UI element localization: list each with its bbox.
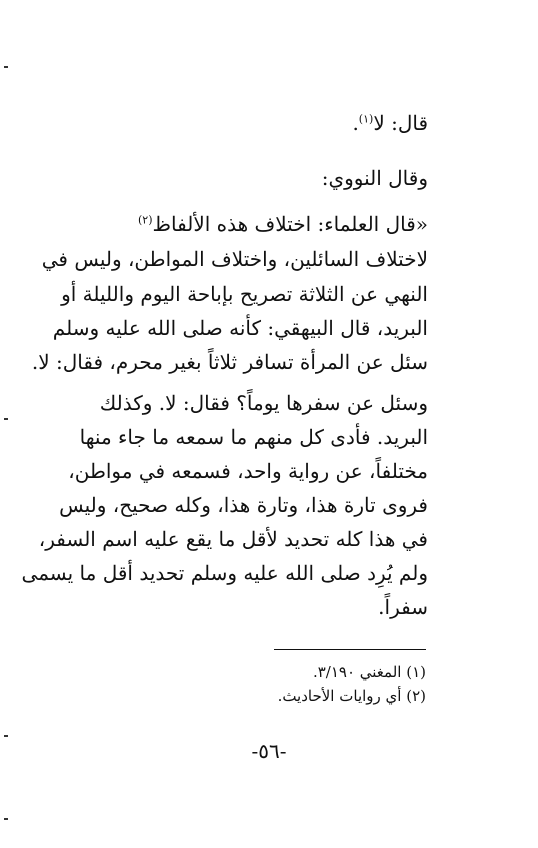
body-line-4: لاختلاف السائلين، واختلاف المواطن، وليس في — [41, 247, 428, 271]
body-line-9: البريد. فأدى كل منهم ما سمعه ما جاء منها — [79, 425, 428, 449]
scan-edge-mark — [4, 735, 8, 737]
body-line-1 — [110, 108, 428, 138]
body-line-6: البريد، قال البيهقي: كأنه صلى الله عليه وسلم — [52, 316, 428, 340]
footnote-1: (١) المغني ٣/١٩٠. — [312, 663, 426, 681]
body-line-2: وقال النووي: — [321, 166, 428, 190]
body-line-12: في هذا كله تحديد لأقل ما يقع عليه اسم السفر، — [38, 527, 428, 551]
scan-edge-mark — [4, 418, 8, 420]
body-line-1-end: . — [352, 111, 359, 135]
footnote-ref-1: (١) — [358, 112, 374, 126]
body-line-7: سئل عن المرأة تسافر ثلاثاً بغير محرم، فقال: لا. — [31, 350, 428, 374]
body-line-5: النهي عن الثلاثة تصريح بإباحة اليوم والليلة أو — [61, 282, 428, 306]
scan-edge-mark — [4, 818, 8, 820]
footnote-divider — [274, 649, 426, 650]
body-line-10: مختلفاً، عن رواية واحد، فسمعه في مواطن، — [68, 459, 428, 483]
body-line-3-text: «قال العلماء: اختلاف هذه الألفاظ — [152, 212, 428, 236]
footnote-2: (٢) أي روايات الأحاديث. — [277, 687, 426, 705]
body-line-1-text: قال: لا — [373, 111, 428, 135]
body-line-13: ولم يُرِد صلى الله عليه وسلم تحديد أقل ما يسمى — [21, 561, 428, 585]
body-line-3 — [110, 209, 428, 239]
body-line-11: فروى تارة هذا، وتارة هذا، وكله صحيح، وليس — [59, 493, 428, 517]
body-line-8: وسئل عن سفرها يوماً؟ فقال: لا. وكذلك — [99, 391, 428, 415]
scan-edge-mark — [4, 66, 8, 68]
page-number: -٥٦- — [251, 739, 287, 763]
footnote-ref-2: (٢) — [138, 213, 153, 227]
body-line-14: سفراً. — [378, 595, 428, 619]
